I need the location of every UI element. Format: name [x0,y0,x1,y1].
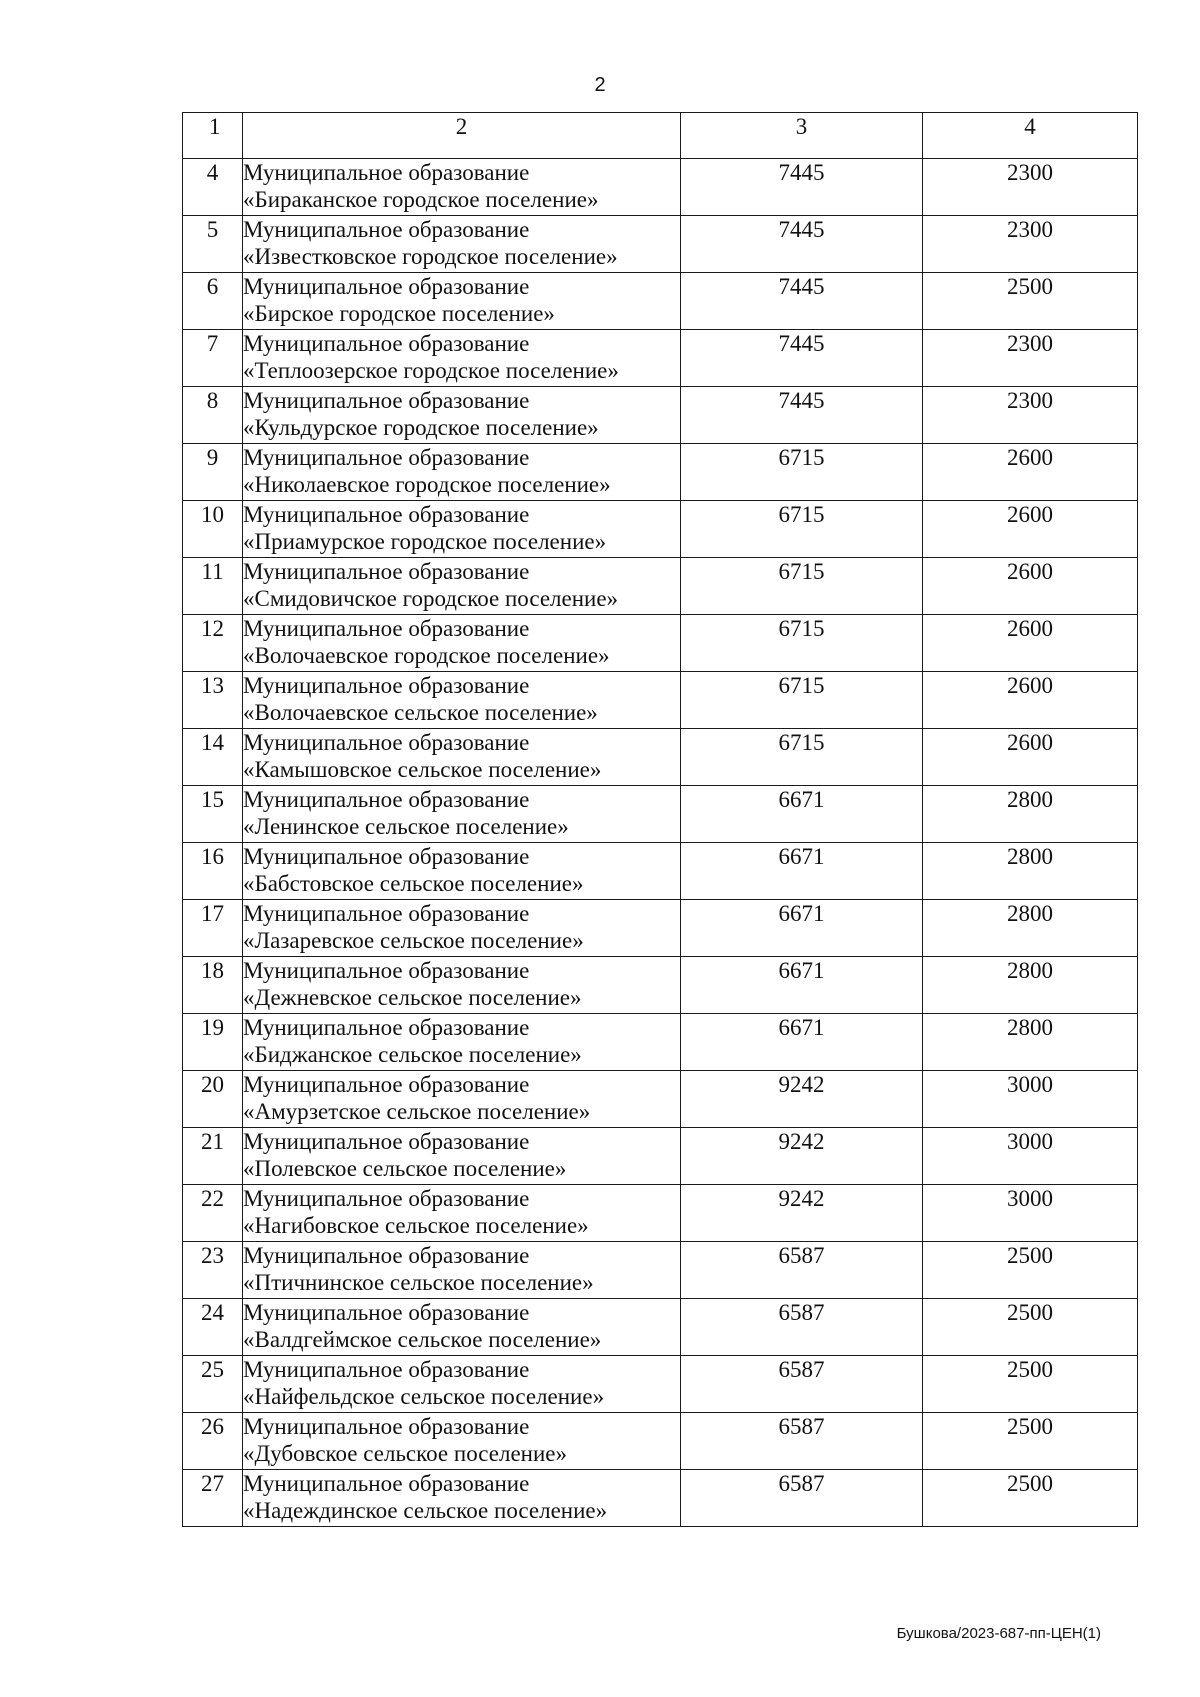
value-col-3: 6587 [681,1299,923,1356]
value-col-4: 2800 [923,957,1138,1014]
municipality-name [243,729,681,786]
name-line-1: Муниципальное образование [243,1357,530,1382]
name-line-1: Муниципальное образование [243,274,530,299]
value-col-4: 2600 [923,444,1138,501]
table-header [183,113,1138,159]
municipality-name [243,273,681,330]
name-line-2: «Найфельдское сельское поселение» [243,1384,605,1409]
name-line-2: «Нагибовское сельское поселение» [243,1213,589,1238]
table-row [183,1185,1138,1242]
municipality-name [243,159,681,216]
name-line-1: Муниципальное образование [243,1129,530,1154]
table-row [183,1356,1138,1413]
table-row [183,786,1138,843]
municipality-name [243,387,681,444]
name-line-1: Муниципальное образование [243,331,530,356]
municipality-name [243,957,681,1014]
name-line-2: «Лазаревское сельское поселение» [243,928,584,953]
value-col-3: 6715 [681,729,923,786]
value-col-4: 2600 [923,615,1138,672]
municipality-name [243,1242,681,1299]
value-col-3: 6671 [681,843,923,900]
value-col-4: 3000 [923,1185,1138,1242]
value-col-3: 6715 [681,672,923,729]
name-line-1: Муниципальное образование [243,1300,530,1325]
municipality-name [243,672,681,729]
table-body [183,159,1138,1527]
name-line-2: «Волочаевское сельское поселение» [243,700,598,725]
name-line-2: «Камышовское сельское поселение» [243,757,602,782]
row-number: 17 [183,900,243,957]
value-col-4: 2800 [923,1014,1138,1071]
name-line-1: Муниципальное образование [243,1186,530,1211]
name-line-1: Муниципальное образование [243,1471,530,1496]
table-row [183,1299,1138,1356]
table-row [183,615,1138,672]
table-row [183,330,1138,387]
value-col-3: 9242 [681,1128,923,1185]
municipality-name [243,1413,681,1470]
row-number: 10 [183,501,243,558]
value-col-3: 6715 [681,501,923,558]
name-line-1: Муниципальное образование [243,559,530,584]
row-number: 9 [183,444,243,501]
value-col-4: 2500 [923,1413,1138,1470]
document-code: Бушкова/2023-687-пп-ЦЕН(1) [896,1625,1101,1642]
row-number: 27 [183,1470,243,1527]
municipality-name [243,1128,681,1185]
row-number: 25 [183,1356,243,1413]
name-line-2: «Бирское городское поселение» [243,301,555,326]
value-col-3: 7445 [681,330,923,387]
name-line-2: «Кульдурское городское поселение» [243,415,599,440]
row-number: 23 [183,1242,243,1299]
table-row [183,1242,1138,1299]
name-line-1: Муниципальное образование [243,1243,530,1268]
row-number: 5 [183,216,243,273]
table-row [183,672,1138,729]
municipality-name [243,1014,681,1071]
table-row [183,444,1138,501]
row-number: 13 [183,672,243,729]
row-number: 14 [183,729,243,786]
name-line-1: Муниципальное образование [243,673,530,698]
name-line-2: «Птичнинское сельское поселение» [243,1270,594,1295]
table-row [183,273,1138,330]
value-col-4: 2600 [923,729,1138,786]
value-col-4: 3000 [923,1128,1138,1185]
value-col-4: 2600 [923,558,1138,615]
name-line-1: Муниципальное образование [243,730,530,755]
name-line-1: Муниципальное образование [243,1414,530,1439]
name-line-1: Муниципальное образование [243,160,530,185]
row-number: 16 [183,843,243,900]
name-line-1: Муниципальное образование [243,787,530,812]
table-row [183,957,1138,1014]
value-col-3: 9242 [681,1185,923,1242]
value-col-3: 7445 [681,159,923,216]
table-row [183,558,1138,615]
value-col-3: 6671 [681,900,923,957]
value-col-4: 3000 [923,1071,1138,1128]
value-col-4: 2800 [923,900,1138,957]
value-col-4: 2600 [923,501,1138,558]
name-line-1: Муниципальное образование [243,388,530,413]
name-line-1: Муниципальное образование [243,901,530,926]
value-col-4: 2800 [923,786,1138,843]
municipality-name [243,843,681,900]
page-number: 2 [594,74,606,96]
name-line-2: «Волочаевское городское поселение» [243,643,610,668]
table-row [183,1413,1138,1470]
value-col-4: 2800 [923,843,1138,900]
name-line-2: «Приамурское городское поселение» [243,529,607,554]
value-col-3: 6587 [681,1470,923,1527]
name-line-1: Муниципальное образование [243,958,530,983]
municipality-name [243,1071,681,1128]
name-line-2: «Валдгеймское сельское поселение» [243,1327,602,1352]
value-col-3: 6587 [681,1242,923,1299]
value-col-4: 2300 [923,330,1138,387]
row-number: 15 [183,786,243,843]
row-number: 26 [183,1413,243,1470]
name-line-1: Муниципальное образование [243,502,530,527]
table-row [183,843,1138,900]
row-number: 4 [183,159,243,216]
name-line-1: Муниципальное образование [243,1015,530,1040]
municipal-table [182,112,1138,1527]
header-col-1: 1 [183,113,243,159]
value-col-3: 6715 [681,615,923,672]
name-line-2: «Полевское сельское поселение» [243,1156,567,1181]
name-line-1: Муниципальное образование [243,445,530,470]
table-row [183,1470,1138,1527]
row-number: 20 [183,1071,243,1128]
header-col-4: 4 [923,113,1138,159]
municipality-name [243,1356,681,1413]
row-number: 21 [183,1128,243,1185]
name-line-2: «Смидовичское городское поселение» [243,586,619,611]
name-line-1: Муниципальное образование [243,844,530,869]
name-line-1: Муниципальное образование [243,217,530,242]
header-col-3: 3 [681,113,923,159]
value-col-4: 2300 [923,387,1138,444]
name-line-2: «Амурзетское сельское поселение» [243,1099,591,1124]
value-col-4: 2300 [923,159,1138,216]
value-col-3: 6671 [681,957,923,1014]
value-col-4: 2500 [923,1356,1138,1413]
value-col-3: 6671 [681,1014,923,1071]
municipality-name [243,786,681,843]
value-col-3: 7445 [681,273,923,330]
row-number: 19 [183,1014,243,1071]
table-row [183,1128,1138,1185]
municipality-name [243,444,681,501]
row-number: 18 [183,957,243,1014]
municipality-name [243,1299,681,1356]
value-col-3: 6587 [681,1356,923,1413]
value-col-4: 2500 [923,1299,1138,1356]
name-line-2: «Дубовское сельское поселение» [243,1441,567,1466]
table-row [183,900,1138,957]
row-number: 22 [183,1185,243,1242]
name-line-2: «Николаевское городское поселение» [243,472,611,497]
name-line-2: «Известковское городское поселение» [243,244,618,269]
name-line-2: «Дежневское сельское поселение» [243,985,582,1010]
row-number: 24 [183,1299,243,1356]
value-col-3: 6715 [681,558,923,615]
municipality-name [243,900,681,957]
value-col-4: 2500 [923,273,1138,330]
municipality-name [243,615,681,672]
name-line-2: «Ленинское сельское поселение» [243,814,569,839]
name-line-2: «Бираканское городское поселение» [243,187,599,212]
name-line-2: «Бабстовское сельское поселение» [243,871,584,896]
table-row [183,159,1138,216]
row-number: 7 [183,330,243,387]
value-col-4: 2300 [923,216,1138,273]
value-col-3: 6715 [681,444,923,501]
table-row [183,501,1138,558]
value-col-3: 6671 [681,786,923,843]
name-line-2: «Биджанское сельское поселение» [243,1042,582,1067]
row-number: 8 [183,387,243,444]
name-line-2: «Надеждинское сельское поселение» [243,1498,608,1523]
name-line-2: «Теплоозерское городское поселение» [243,358,619,383]
municipality-name [243,1185,681,1242]
municipality-name [243,330,681,387]
municipality-name [243,558,681,615]
table-row [183,1071,1138,1128]
row-number: 12 [183,615,243,672]
value-col-4: 2500 [923,1242,1138,1299]
value-col-3: 7445 [681,387,923,444]
table-row [183,387,1138,444]
value-col-3: 7445 [681,216,923,273]
row-number: 6 [183,273,243,330]
table-row [183,729,1138,786]
value-col-3: 9242 [681,1071,923,1128]
municipality-name [243,216,681,273]
value-col-4: 2600 [923,672,1138,729]
municipality-name [243,501,681,558]
header-row [183,113,1138,159]
value-col-4: 2500 [923,1470,1138,1527]
row-number: 11 [183,558,243,615]
name-line-1: Муниципальное образование [243,616,530,641]
name-line-1: Муниципальное образование [243,1072,530,1097]
table-row [183,1014,1138,1071]
municipality-name [243,1470,681,1527]
table-row [183,216,1138,273]
header-col-2: 2 [243,113,681,159]
value-col-3: 6587 [681,1413,923,1470]
